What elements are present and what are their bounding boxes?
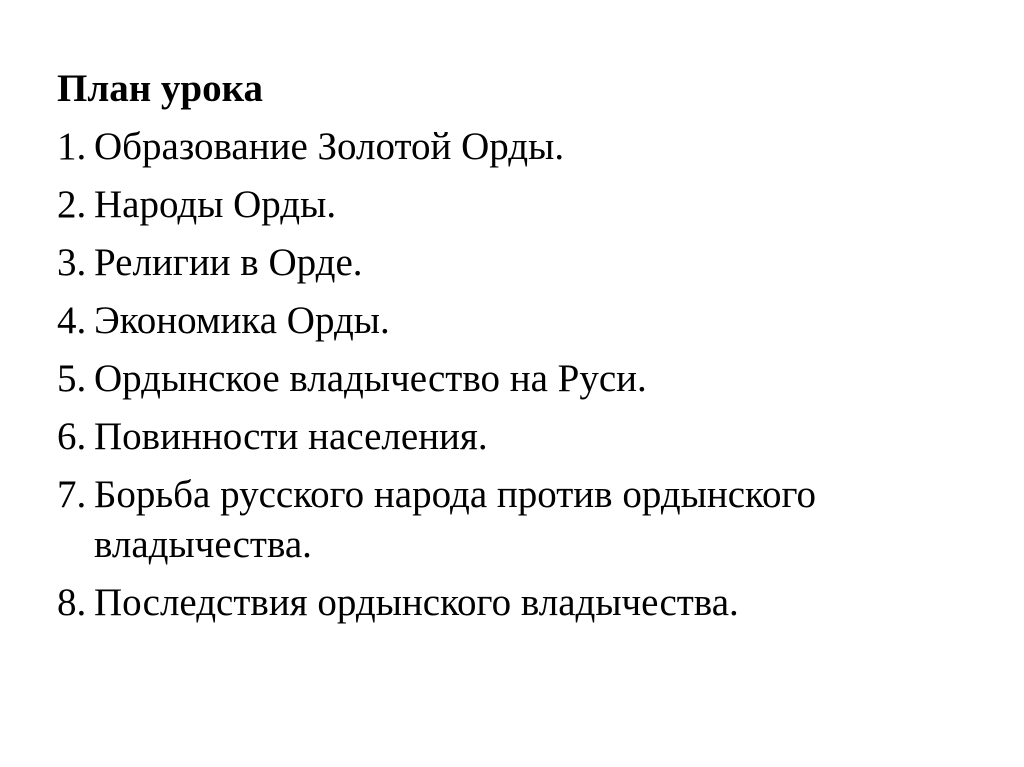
list-item [57, 466, 987, 574]
item-text: Борьба русского народа против ордынского владычества. [94, 473, 817, 566]
item-number: 5. [57, 357, 87, 400]
item-number: 7. [57, 473, 87, 516]
item-text: Образование Золотой Орды. [94, 125, 565, 168]
item-number: 1. [57, 125, 87, 168]
item-number: 8. [57, 581, 87, 624]
list-item [57, 118, 987, 176]
lesson-plan-list [57, 118, 987, 632]
item-text: Народы Орды. [94, 183, 337, 226]
slide-title: План урока [57, 67, 264, 110]
item-number: 2. [57, 183, 87, 226]
item-number: 6. [57, 415, 87, 458]
list-item [57, 408, 987, 466]
item-number: 3. [57, 241, 87, 284]
list-item [57, 234, 987, 292]
item-text: Экономика Орды. [94, 299, 390, 342]
item-text: Повинности населения. [94, 415, 488, 458]
slide-content [57, 60, 987, 632]
list-item [57, 176, 987, 234]
item-text: Ордынское владычество на Руси. [94, 357, 647, 400]
item-text: Последствия ордынского владычества. [94, 581, 739, 624]
list-item [57, 574, 987, 632]
item-text: Религии в Орде. [94, 241, 363, 284]
item-number: 4. [57, 299, 87, 342]
list-item [57, 292, 987, 350]
list-item [57, 350, 987, 408]
